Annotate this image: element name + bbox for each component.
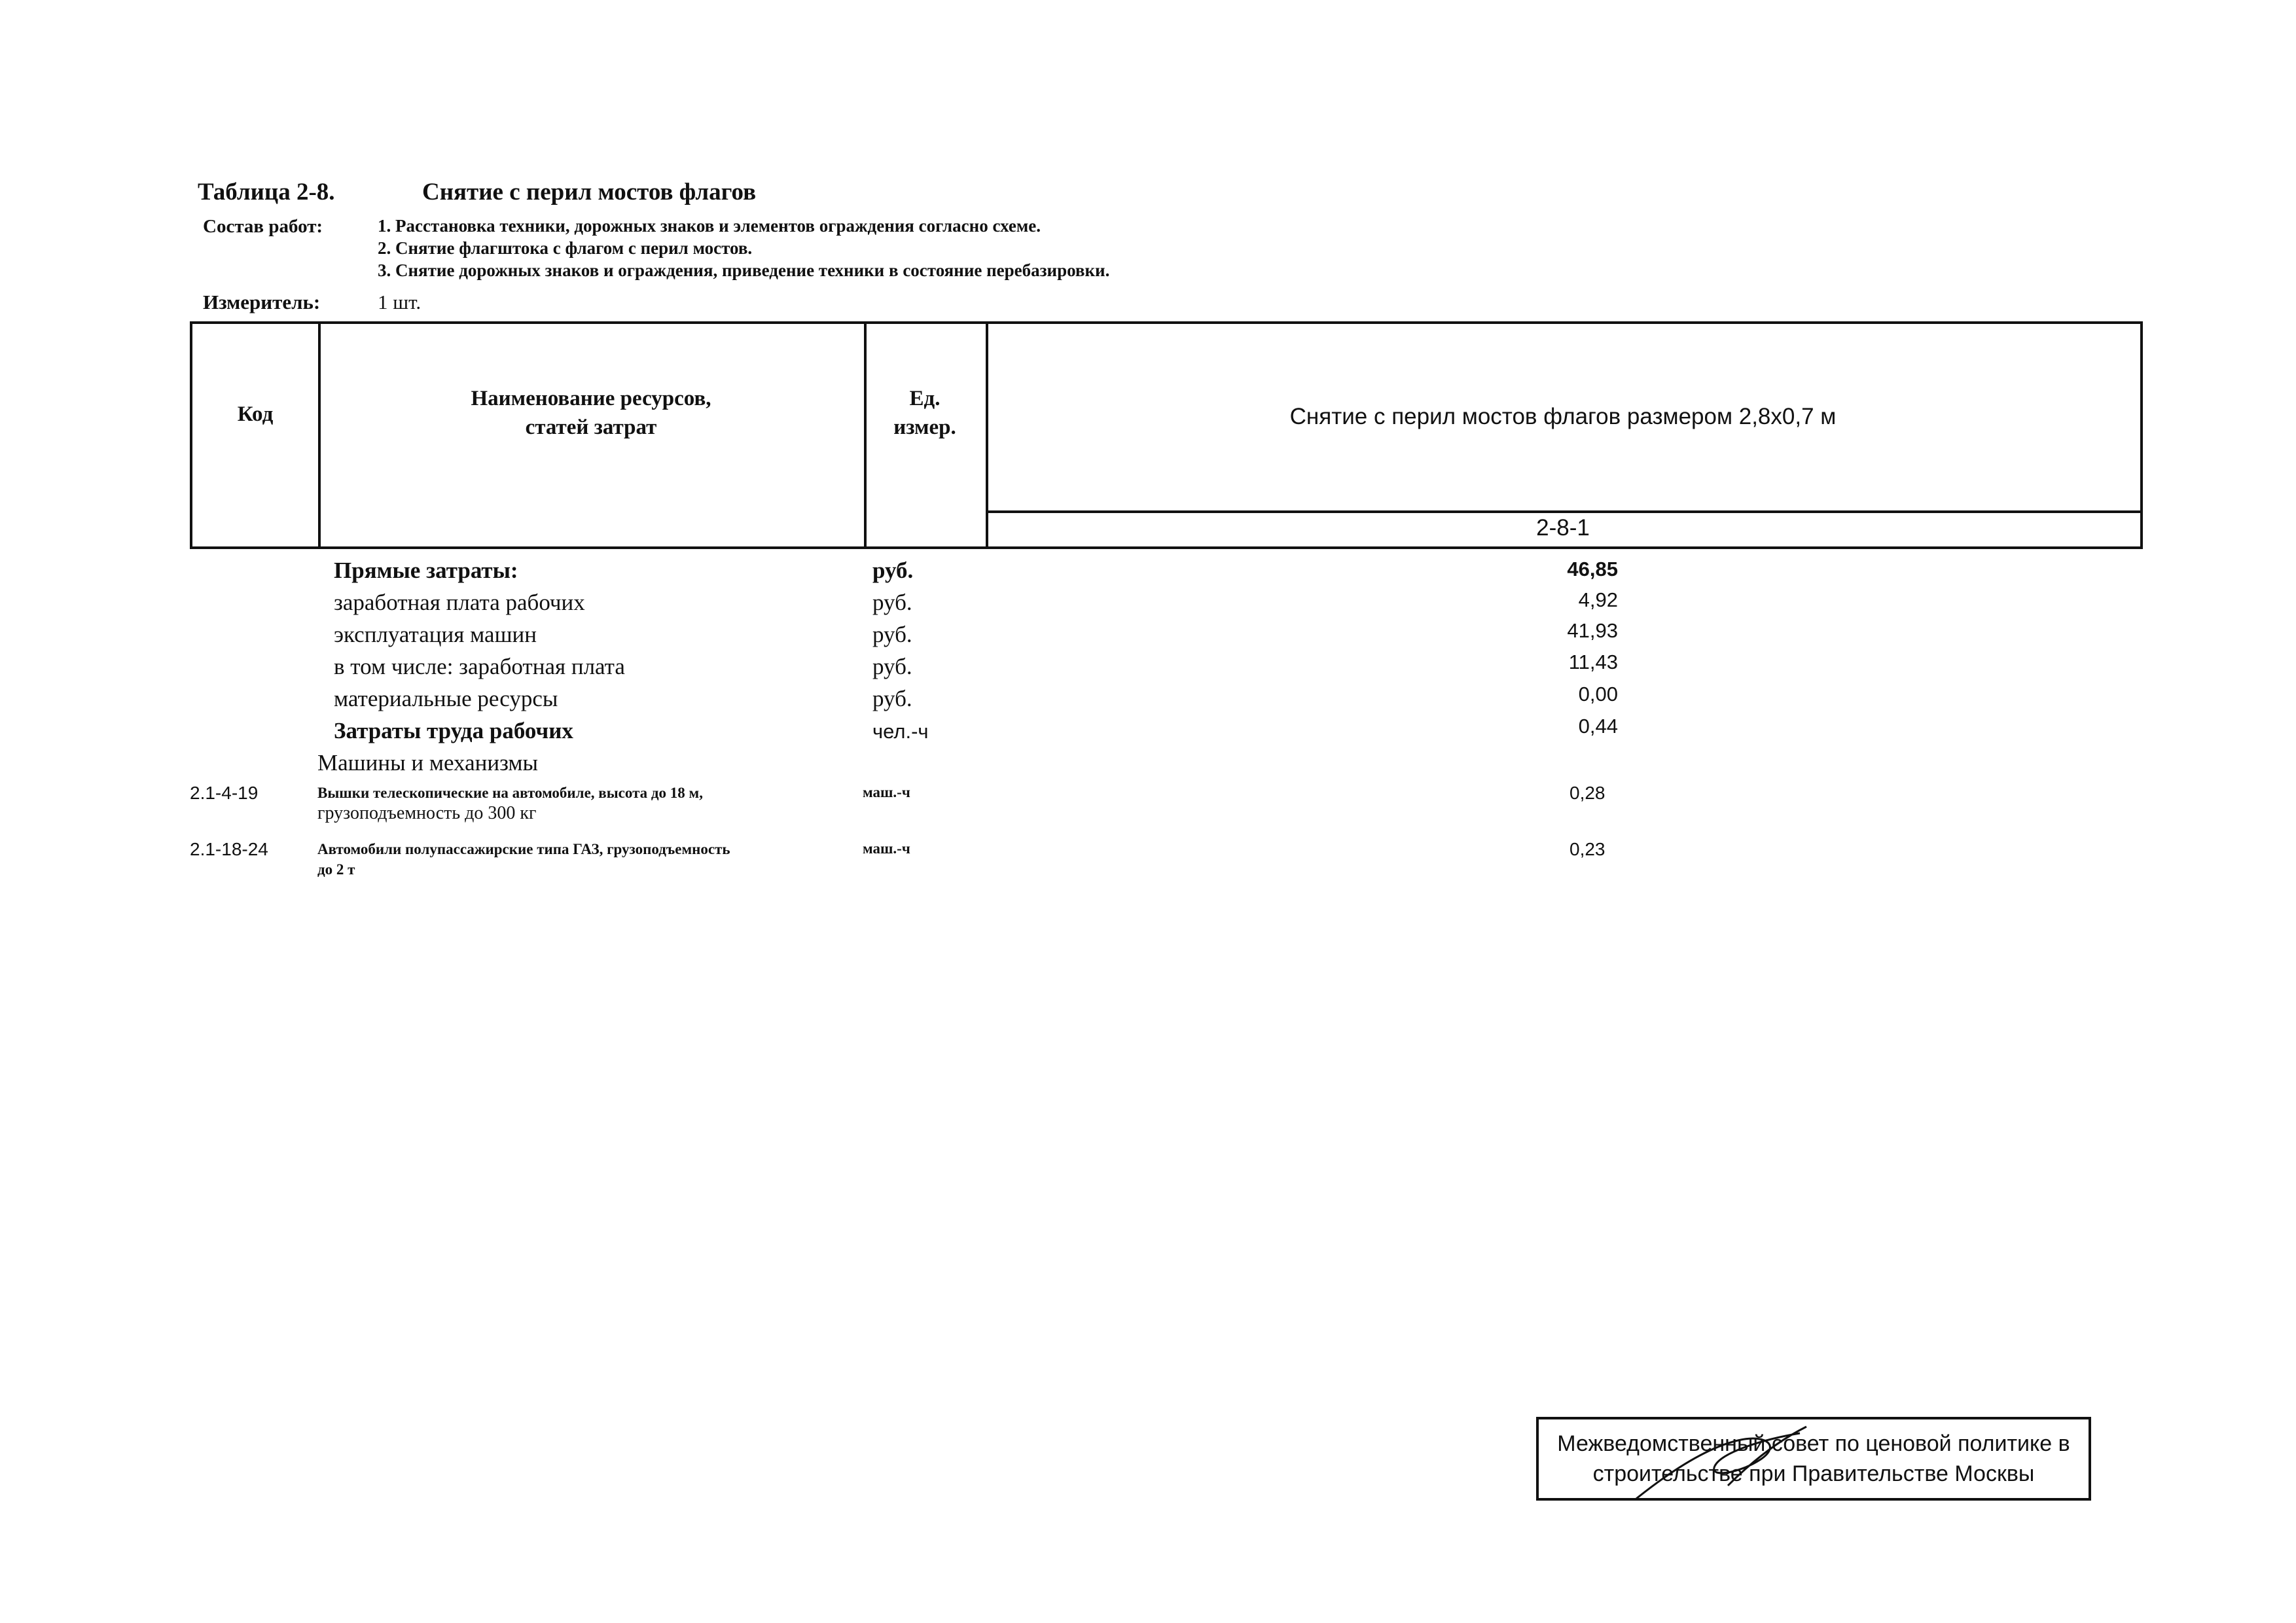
column-header-code: Код xyxy=(237,402,274,426)
table-label: Таблица 2-8. xyxy=(198,179,335,205)
machine-name xyxy=(317,839,854,880)
row-label: заработная плата рабочих xyxy=(334,590,585,615)
work-item: 3. Снятие дорожных знаков и ограждения, приведение техники в состояние перебазировки. xyxy=(378,260,1110,280)
machine-unit: маш.-ч xyxy=(863,784,910,800)
machine-code: 2.1-4-19 xyxy=(190,783,259,803)
column-header-unit-line: Ед. xyxy=(909,387,941,410)
meter-label: Измеритель: xyxy=(203,291,321,313)
machine-name-line: Вышки телескопические на автомобиле, высота до 18 м, xyxy=(317,785,703,801)
row-unit: руб. xyxy=(872,590,912,615)
column-header-unit-line: измер. xyxy=(893,416,956,439)
row-unit: руб. xyxy=(872,558,914,583)
signature-icon xyxy=(1630,1420,1826,1512)
row-value: 0,44 xyxy=(1578,715,1618,738)
row-value: 11,43 xyxy=(1568,651,1618,673)
row-label: Затраты труда рабочих xyxy=(334,718,573,743)
row-label: в том числе: заработная плата xyxy=(334,654,625,679)
column-header-name-line: Наименование ресурсов, xyxy=(471,387,711,410)
machine-value: 0,23 xyxy=(1570,839,1605,859)
work-composition-label: Состав работ: xyxy=(203,216,323,237)
work-item: 1. Расстановка техники, дорожных знаков и элементов ограждения согласно схеме. xyxy=(378,216,1041,236)
work-item: 2. Снятие флагштока с флагом с перил мостов. xyxy=(378,238,753,258)
machine-unit: маш.-ч xyxy=(863,840,910,857)
row-value: 4,92 xyxy=(1578,588,1618,611)
table-title: Снятие с перил мостов флагов xyxy=(422,179,757,205)
machine-value: 0,28 xyxy=(1570,783,1605,803)
machine-code: 2.1-18-24 xyxy=(190,839,268,859)
column-header-unit xyxy=(864,384,986,442)
row-value: 41,93 xyxy=(1567,619,1618,642)
machine-name-line: Автомобили полупассажирские типа ГАЗ, грузоподъемность xyxy=(317,841,730,857)
stamp-line: Межведомственный совет по ценовой политике в xyxy=(1557,1431,2070,1456)
row-unit: руб. xyxy=(872,686,912,711)
row-label: материальные ресурсы xyxy=(334,686,558,711)
machine-name-line: до 2 т xyxy=(317,861,355,878)
row-value: 46,85 xyxy=(1567,558,1618,580)
resource-table-header xyxy=(190,321,2143,549)
machine-name-line: грузоподъемность до 300 кг xyxy=(317,803,537,823)
row-unit: руб. xyxy=(872,622,912,647)
column-header-name xyxy=(318,384,864,442)
row-unit: чел.-ч xyxy=(872,720,929,743)
row-value: 0,00 xyxy=(1578,683,1618,705)
column-header-id: 2-8-1 xyxy=(1536,515,1590,541)
row-unit: руб. xyxy=(872,654,912,679)
row-label: эксплуатация машин xyxy=(334,622,537,647)
machines-heading: Машины и механизмы xyxy=(317,750,539,776)
column-header-name-line: статей затрат xyxy=(525,416,657,439)
stamp-line: строительстве при Правительстве Москвы xyxy=(1592,1461,2035,1486)
machine-name xyxy=(317,783,854,823)
row-divider xyxy=(986,510,2140,513)
meter-value: 1 шт. xyxy=(378,291,422,313)
row-label: Прямые затраты: xyxy=(334,558,518,583)
column-divider xyxy=(986,324,988,546)
column-header-description: Снятие с перил мостов флагов размером 2,8х0,7 м xyxy=(1289,404,1837,429)
